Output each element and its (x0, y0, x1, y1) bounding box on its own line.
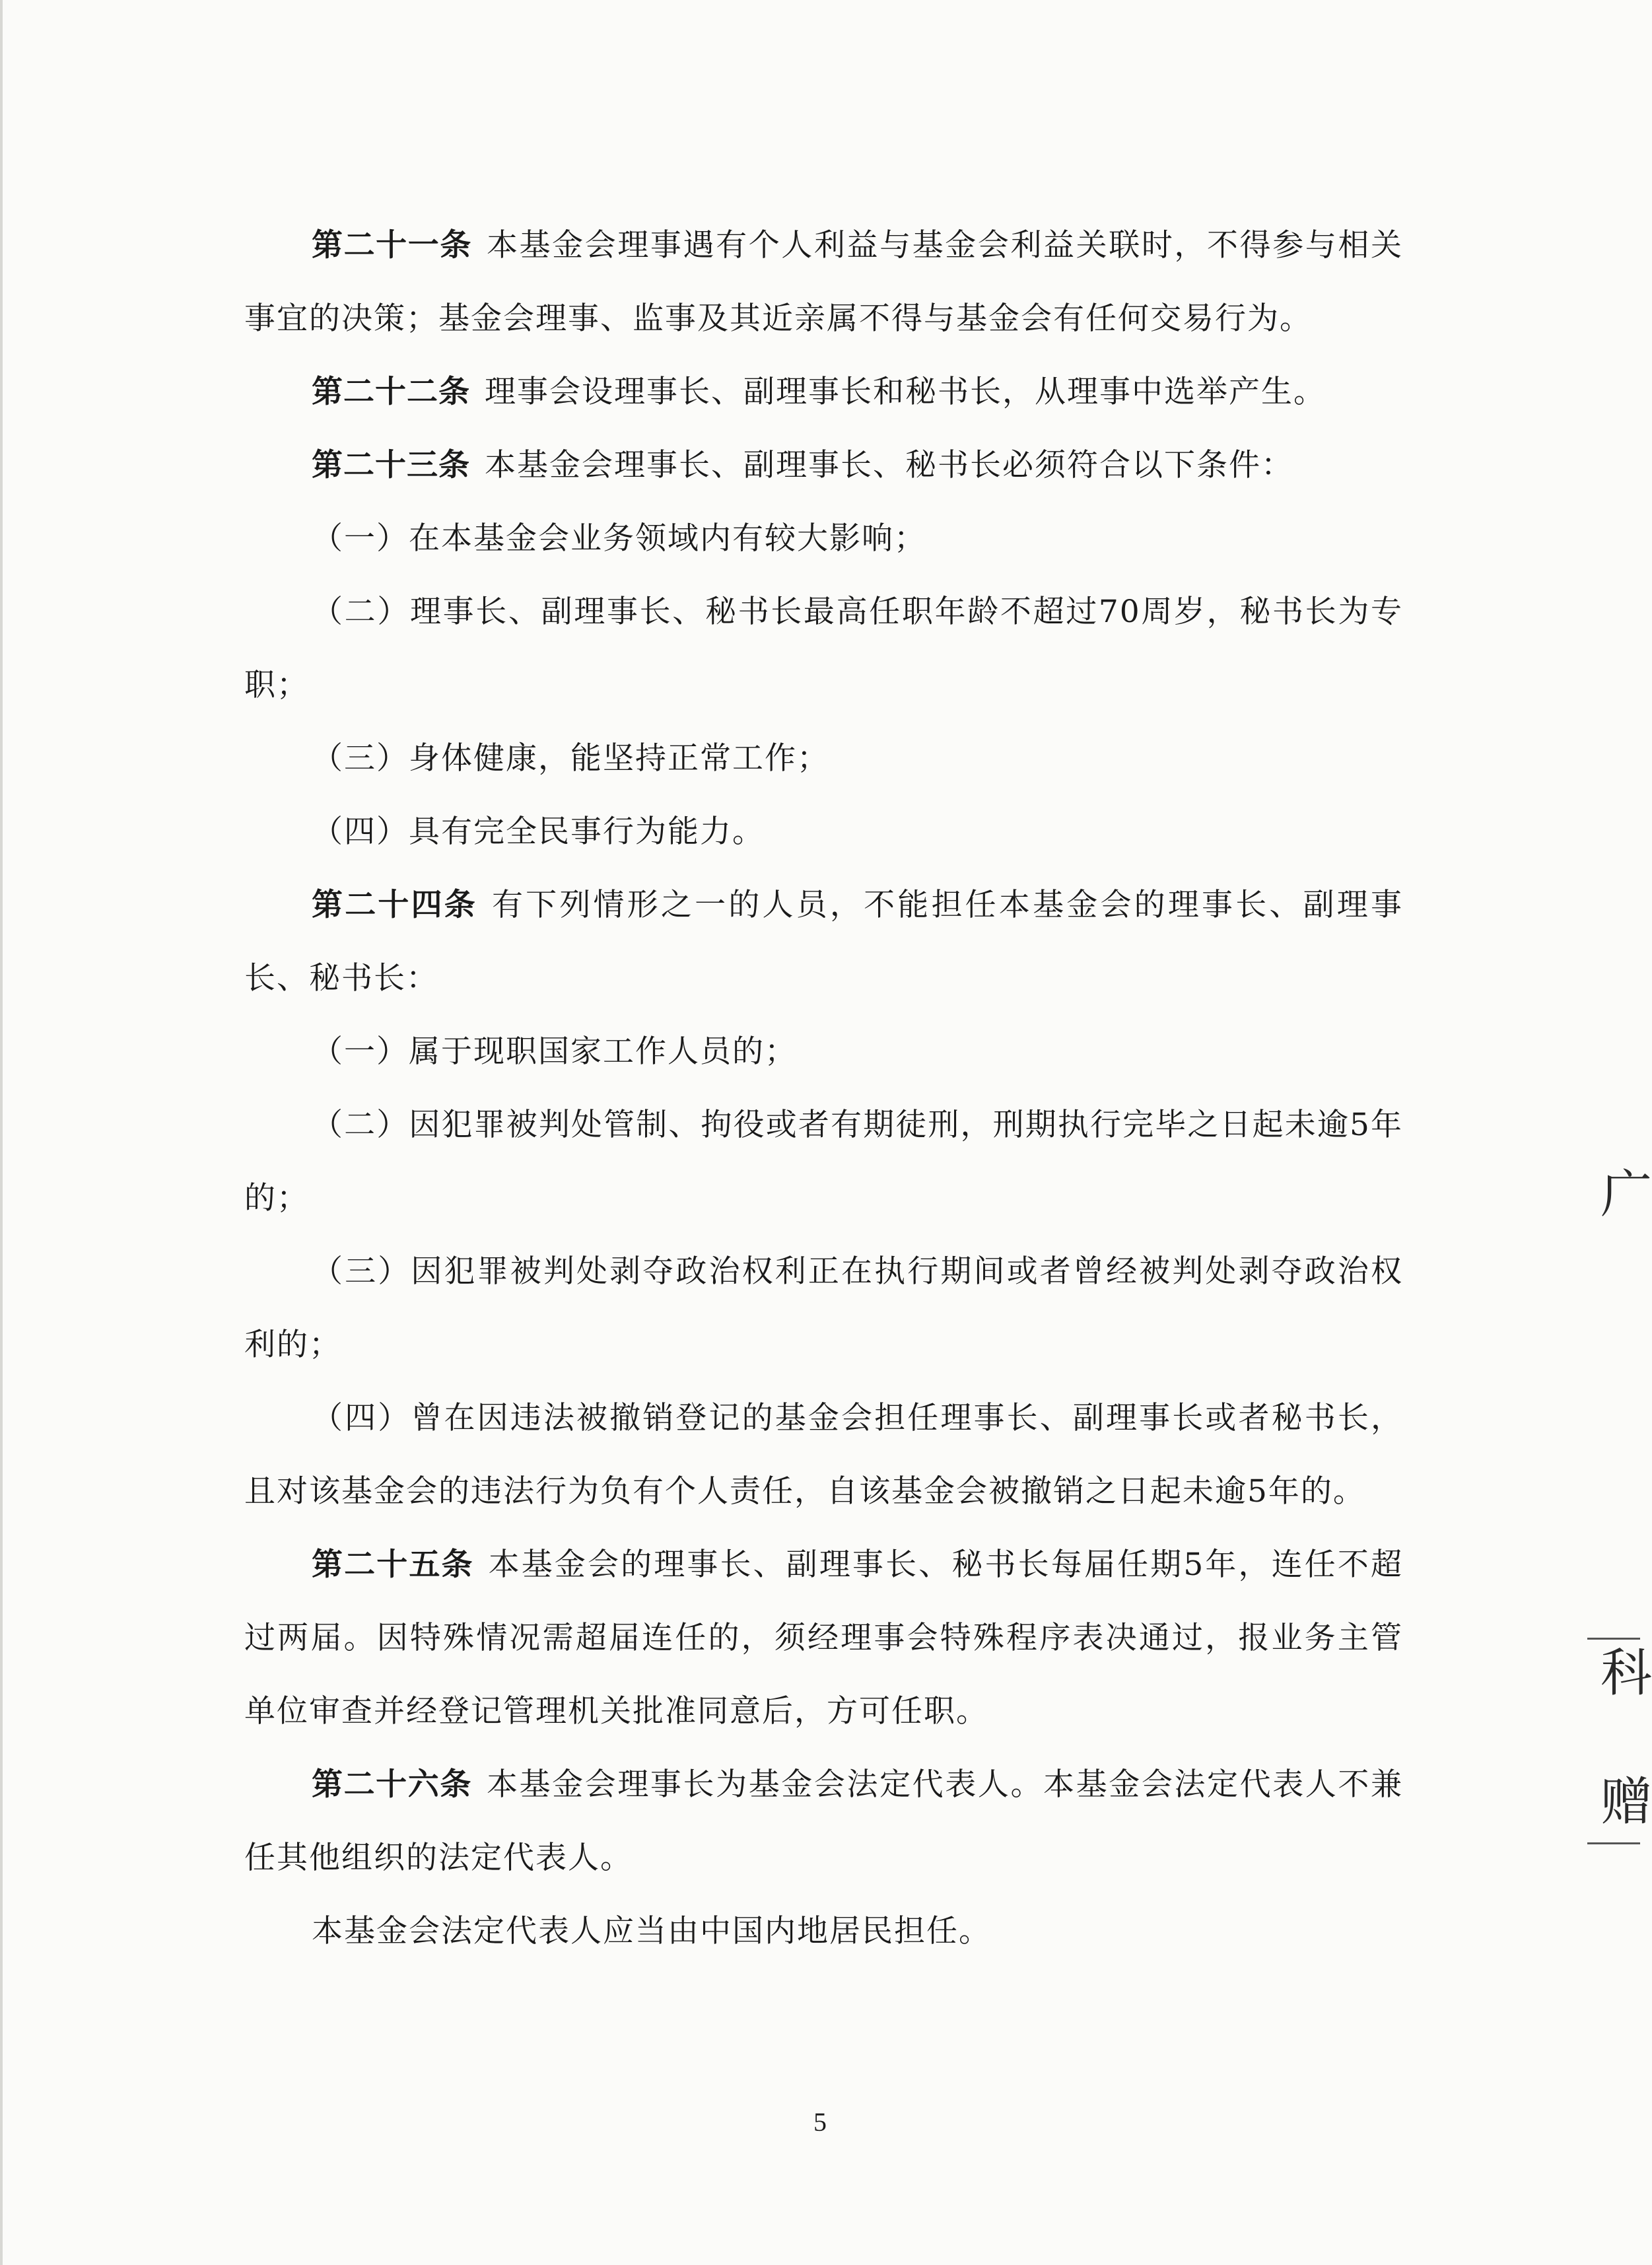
list-item (244, 502, 1403, 575)
list-item (244, 1015, 1403, 1088)
list-item (244, 1381, 1403, 1528)
edge-rule (1587, 1638, 1640, 1640)
edge-mark: 广 (1600, 1165, 1652, 1224)
paragraph-25 (244, 1528, 1403, 1748)
list-item (244, 722, 1403, 795)
paragraph-text: （三）身体健康，能坚持正常工作； (312, 740, 829, 777)
article-heading: 第二十三条 (312, 447, 470, 483)
page-number: 5 (813, 2107, 827, 2137)
article-body (244, 209, 1403, 1968)
paragraph-text: （一）属于现职国家工作人员的； (312, 1033, 797, 1070)
paragraph-26 (244, 1748, 1403, 1895)
article-heading: 第二十一条 (312, 227, 472, 263)
list-item (244, 795, 1403, 868)
article-heading: 第二十四条 (312, 887, 477, 923)
paragraph-text: （三）因犯罪被判处剥夺政治权利正在执行期间或者曾经被判处剥夺政治权利的； (244, 1253, 1403, 1363)
edge-mark: 赠 (1600, 1772, 1652, 1832)
paragraph-text: 本基金会的理事长、副理事长、秘书长每届任期5年，连任不超过两届。因特殊情况需超届连任的，须经理事会特殊程序表决通过，报业务主管单位审查并经登记管理机关批准同意后，方可任职。 (244, 1547, 1403, 1729)
list-item (244, 1235, 1403, 1381)
paragraph-text: 理事会设理事长、副理事长和秘书长，从理事中选举产生。 (485, 374, 1326, 410)
list-item (244, 1088, 1403, 1235)
scan-edge (0, 0, 3, 2265)
paragraph-24 (244, 868, 1403, 1015)
paragraph-21 (244, 209, 1403, 355)
paragraph-text: 本基金会理事长为基金会法定代表人。本基金会法定代表人不兼任其他组织的法定代表人。 (244, 1766, 1403, 1876)
paragraph-text: （二）因犯罪被判处管制、拘役或者有期徒刑，刑期执行完毕之日起未逾5年的； (244, 1107, 1403, 1216)
article-heading: 第二十六条 (312, 1766, 472, 1803)
paragraph-26-cont (244, 1895, 1403, 1968)
paragraph-text: 本基金会理事长、副理事长、秘书长必须符合以下条件： (485, 447, 1293, 483)
article-heading: 第二十二条 (312, 374, 470, 410)
article-heading: 第二十五条 (312, 1547, 474, 1583)
edge-rule (1587, 1842, 1640, 1844)
paragraph-text: （一）在本基金会业务领域内有较大影响； (312, 520, 926, 557)
paragraph-text: 本基金会理事遇有个人利益与基金会利益关联时，不得参与相关事宜的决策；基金会理事、监事及其近亲属不得与基金会有任何交易行为。 (244, 227, 1403, 337)
paragraph-text: （四）具有完全民事行为能力。 (312, 814, 765, 850)
paragraph-text: 本基金会法定代表人应当由中国内地居民担任。 (312, 1913, 991, 1949)
list-item (244, 575, 1403, 722)
paragraph-text: （四）曾在因违法被撤销登记的基金会担任理事长、副理事长或者秘书长，且对该基金会的违法行为负有个人责任，自该基金会被撤销之日起未逾5年的。 (244, 1400, 1403, 1510)
paragraph-text: 有下列情形之一的人员，不能担任本基金会的理事长、副理事长、秘书长： (244, 887, 1403, 996)
paragraph-23 (244, 429, 1403, 502)
edge-mark: 科 (1600, 1644, 1652, 1703)
paragraph-text: （二）理事长、副理事长、秘书长最高任职年龄不超过70周岁，秘书长为专职； (244, 594, 1403, 703)
paragraph-22 (244, 355, 1403, 429)
